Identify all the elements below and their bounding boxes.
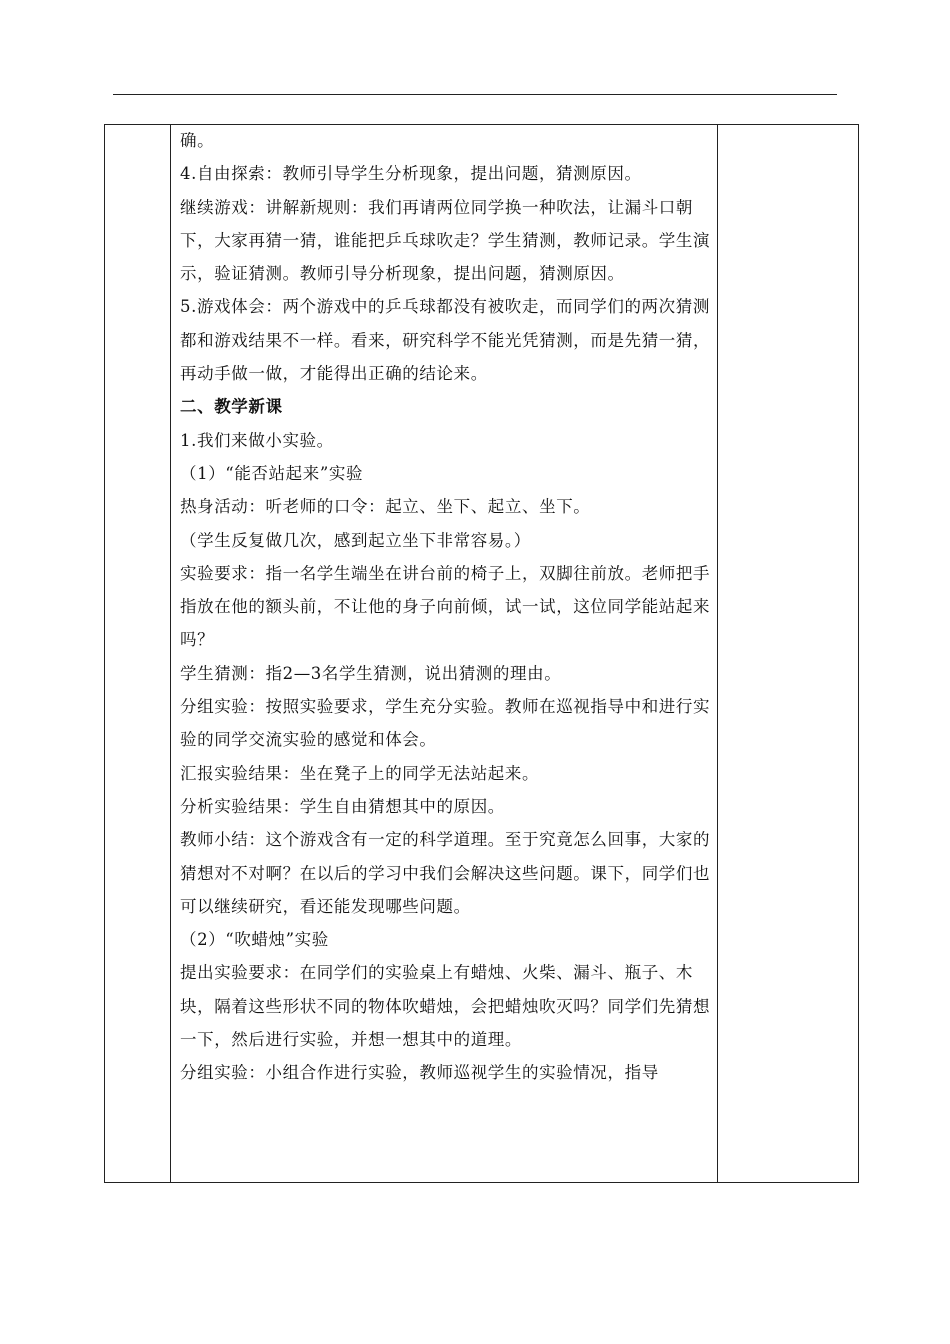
paragraph: 教师小结：这个游戏含有一定的科学道理。至于究竟怎么回事，大家的猜想对不对啊？在以后的学习中我们会解决这些问题。课下，同学们也可以继续研究，看还能发现哪些问题。 (180, 830, 711, 916)
paragraph: 汇报实验结果：坐在凳子上的同学无法站起来。 (180, 763, 540, 783)
paragraph: 继续游戏：讲解新规则：我们再请两位同学换一种吹法，让漏斗口朝下，大家再猜一猜，谁能把乒乓球吹走？学生猜测，教师记录。学生演示，验证猜测。教师引导分析现象，提出问题，猜测原因。 (180, 197, 711, 284)
paragraph: 实验要求：指一名学生端坐在讲台前的椅子上，双脚往前放。老师把手指放在他的额头前，不让他的身子向前倾，试一试，这位同学能站起来吗？ (180, 563, 711, 650)
paragraph: 分组实验：按照实验要求，学生充分实验。教师在巡视指导中和进行实验的同学交流实验的感觉和体会。 (180, 697, 711, 750)
table-column-divider-left (170, 124, 171, 1183)
paragraph: 确。 (180, 131, 215, 150)
paragraph: 1.我们来做小实验。 (180, 430, 334, 450)
header-rule (113, 94, 837, 95)
paragraph: 热身活动：听老师的口令：起立、坐下、起立、坐下。 (180, 497, 591, 517)
paragraph: 学生猜测：指2—3名学生猜测，说出猜测的理由。 (180, 663, 562, 683)
paragraph: 分组实验：小组合作进行实验，教师巡视学生的实验情况，指导 (180, 1063, 659, 1083)
paragraph: 分析实验结果：学生自由猜想其中的原因。 (180, 796, 505, 816)
paragraph: 4.自由探索：教师引导学生分析现象，提出问题，猜测原因。 (180, 164, 642, 184)
section-heading: 二、教学新课 (180, 397, 283, 417)
paragraph: 提出实验要求：在同学们的实验桌上有蜡烛、火柴、漏斗、瓶子、木块，隔着这些形状不同的物体吹蜡烛，会把蜡烛吹灭吗？同学们先猜想一下，然后进行实验，并想一想其中的道理。 (180, 963, 711, 1050)
table-column-divider-right (717, 124, 718, 1183)
paragraph: （2）“吹蜡烛”实验 (180, 930, 329, 950)
lesson-content-cell (180, 124, 712, 1090)
paragraph: （1）“能否站起来”实验 (180, 463, 364, 483)
paragraph: 5.游戏体会：两个游戏中的乒乓球都没有被吹走，而同学们的两次猜测都和游戏结果不一样。看来，研究科学不能光凭猜测，而是先猜一猜，再动手做一做，才能得出正确的结论来。 (180, 297, 711, 384)
paragraph: （学生反复做几次，感到起立坐下非常容易。） (180, 530, 531, 550)
